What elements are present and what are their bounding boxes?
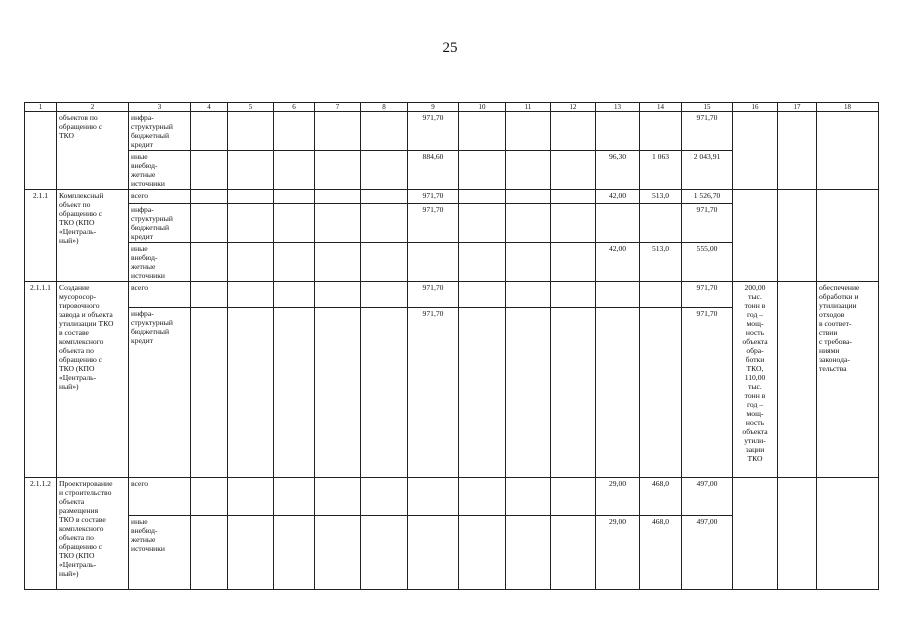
- header-col-5: 5: [228, 103, 274, 112]
- funding-source: иные внебюд- жетные источники: [129, 516, 191, 590]
- value-col-13: 29,00: [596, 516, 640, 590]
- funding-source: иные внебюд- жетные источники: [129, 151, 191, 190]
- value-col-15: 971,70: [682, 112, 733, 151]
- value-col-14: 468,0: [640, 516, 682, 590]
- value-col-13: 96,30: [596, 151, 640, 190]
- table-row: [25, 190, 879, 204]
- table-row: [25, 478, 879, 516]
- value-col-9: 971,70: [408, 190, 459, 204]
- program-table: [24, 102, 879, 590]
- item-name: Проектирование и строительство объекта размещения ТКО в составе комплексного объекта по обращению с ТКО (КПО «Централь- ный»): [57, 478, 129, 590]
- value-col-9: 971,70: [408, 308, 459, 478]
- header-col-18: 18: [817, 103, 879, 112]
- header-col-16: 16: [733, 103, 778, 112]
- value-col-14: 1 063: [640, 151, 682, 190]
- table-row: [25, 112, 879, 151]
- value-col-14: 513,0: [640, 190, 682, 204]
- value-col-15: 971,70: [682, 282, 733, 308]
- item-name: объектов по обращению с ТКО: [57, 112, 129, 190]
- row-number: 2.1.1.1: [25, 282, 57, 478]
- funding-source: инфра- структурный бюджетный кредит: [129, 308, 191, 478]
- value-col-15: 971,70: [682, 204, 733, 243]
- header-col-6: 6: [274, 103, 315, 112]
- header-col-1: 1: [25, 103, 57, 112]
- row-number: [25, 112, 57, 190]
- funding-source: иные внебюд- жетные источники: [129, 243, 191, 282]
- value-col-15: 2 043,91: [682, 151, 733, 190]
- header-col-3: 3: [129, 103, 191, 112]
- header-col-12: 12: [551, 103, 596, 112]
- value-col-9: 971,70: [408, 112, 459, 151]
- header-col-7: 7: [315, 103, 361, 112]
- value-col-15: 497,00: [682, 478, 733, 516]
- header-col-17: 17: [778, 103, 817, 112]
- value-col-13: 42,00: [596, 190, 640, 204]
- result-cell: обеспечение обработки и утилизации отходов в соответ- ствии с требова- ниями законода- тельства: [817, 282, 879, 478]
- page-number: 25: [442, 40, 458, 56]
- header-col-13: 13: [596, 103, 640, 112]
- value-col-15: 555,00: [682, 243, 733, 282]
- value-col-14: 513,0: [640, 243, 682, 282]
- funding-source: инфра- структурный бюджетный кредит: [129, 112, 191, 151]
- header-col-9: 9: [408, 103, 459, 112]
- header-row: [25, 103, 879, 112]
- funding-source: всего: [129, 478, 191, 516]
- value-col-9: 971,70: [408, 282, 459, 308]
- header-col-15: 15: [682, 103, 733, 112]
- value-col-15: 497,00: [682, 516, 733, 590]
- capacity-cell: 200,00 тыс. тонн в год – мощ- ность объекта обра- ботки ТКО, 110,00 тыс. тонн в год – мощ- ность объекта утили- зации ТКО: [733, 282, 778, 478]
- funding-source: всего: [129, 190, 191, 204]
- header-col-14: 14: [640, 103, 682, 112]
- item-name: Создание мусоросор- тировочного завода и объекта утилизации ТКО в составе комплексного объекта по обращению с ТКО (КПО «Централь- ный»): [57, 282, 129, 478]
- header-col-10: 10: [459, 103, 506, 112]
- header-col-4: 4: [191, 103, 228, 112]
- row-number: 2.1.1.2: [25, 478, 57, 590]
- item-name: Комплексный объект по обращению с ТКО (КПО «Централь- ный»): [57, 190, 129, 282]
- value-col-13: 42,00: [596, 243, 640, 282]
- table-row: [25, 282, 879, 308]
- header-col-11: 11: [506, 103, 551, 112]
- value-col-9: 884,60: [408, 151, 459, 190]
- value-col-14: 468,0: [640, 478, 682, 516]
- value-col-15: 1 526,70: [682, 190, 733, 204]
- header-col-2: 2: [57, 103, 129, 112]
- funding-source: инфра- структурный бюджетный кредит: [129, 204, 191, 243]
- value-col-9: 971,70: [408, 204, 459, 243]
- funding-source: всего: [129, 282, 191, 308]
- value-col-15: 971,70: [682, 308, 733, 478]
- value-col-13: 29,00: [596, 478, 640, 516]
- header-col-8: 8: [361, 103, 408, 112]
- row-number: 2.1.1: [25, 190, 57, 282]
